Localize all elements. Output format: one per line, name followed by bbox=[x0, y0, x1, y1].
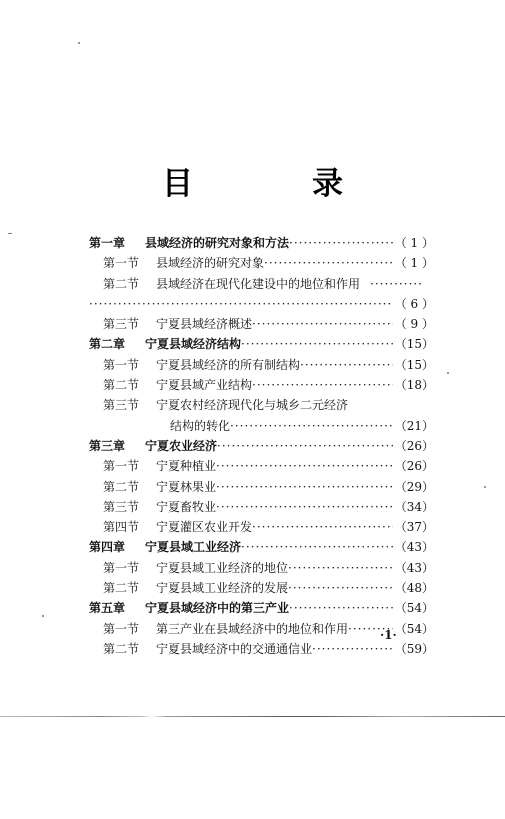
toc-entry-title: 宁夏县域经济概述 bbox=[156, 317, 253, 332]
scan-edge-line bbox=[0, 716, 505, 717]
toc-chapter-entry bbox=[89, 436, 434, 456]
toc-entry-title-continued: 结构的转化 bbox=[170, 418, 231, 433]
toc-section-entry bbox=[89, 477, 434, 497]
toc-entry-number: 第二节 bbox=[103, 479, 140, 494]
toc-section-entry bbox=[89, 355, 434, 375]
toc-entry-title: 宁夏灌区农业开发 bbox=[156, 520, 253, 535]
toc-page-number: （15） bbox=[394, 337, 434, 352]
toc-page-number: （59） bbox=[394, 641, 434, 656]
toc-page-number: （54） bbox=[394, 621, 434, 636]
toc-page-number: （21） bbox=[394, 418, 434, 433]
toc-entry-title: 县域经济的研究对象和方法 bbox=[145, 236, 290, 250]
toc-page-number: （ 1 ） bbox=[394, 236, 434, 250]
toc-leader-dots bbox=[289, 233, 393, 253]
toc-section-entry bbox=[89, 253, 434, 273]
toc-entry-title: 县域经济在现代化建设中的地位和作用 bbox=[156, 276, 361, 291]
footer-page-number: ·1· bbox=[380, 628, 397, 642]
toc-leader-dots bbox=[241, 537, 393, 557]
table-of-contents bbox=[89, 233, 434, 659]
toc-entry-number: 第一节 bbox=[103, 357, 140, 372]
toc-entry-title: 宁夏县域产业结构 bbox=[156, 378, 253, 393]
toc-entry-number: 第二节 bbox=[103, 641, 140, 656]
toc-page-number: （43） bbox=[394, 560, 434, 575]
toc-entry-number: 第二章 bbox=[89, 337, 126, 352]
toc-leader-dots bbox=[216, 497, 393, 517]
toc-section-entry bbox=[89, 517, 434, 537]
toc-entry-title: 宁夏县域工业经济 bbox=[145, 540, 242, 555]
toc-leader-dots bbox=[230, 416, 393, 436]
toc-entry-number: 第二节 bbox=[103, 378, 140, 393]
toc-leader-dots bbox=[264, 253, 393, 273]
toc-entry-title: 宁夏县域工业经济的地位 bbox=[156, 560, 289, 575]
toc-page-number: （26） bbox=[394, 459, 434, 474]
toc-leader-dots bbox=[370, 274, 424, 294]
toc-entry-number: 第四节 bbox=[103, 520, 140, 535]
toc-leader-dots bbox=[288, 578, 393, 598]
toc-leader-dots bbox=[89, 294, 393, 314]
toc-page-number: （54） bbox=[394, 601, 434, 616]
toc-leader-dots bbox=[217, 436, 393, 456]
toc-page-number: （37） bbox=[394, 520, 434, 535]
toc-leader-dots bbox=[300, 355, 393, 375]
toc-entry-number: 第四章 bbox=[89, 540, 126, 555]
toc-entry-number: 第三节 bbox=[103, 398, 140, 413]
toc-entry-title: 宁夏农村经济现代化与城乡二元经济 bbox=[156, 398, 349, 413]
toc-leader-dots bbox=[252, 314, 393, 334]
toc-page-number: （48） bbox=[394, 581, 434, 596]
toc-section-entry bbox=[89, 375, 434, 395]
toc-leader-dots bbox=[252, 517, 393, 537]
toc-page-number: （ 9 ） bbox=[394, 317, 434, 332]
toc-section-entry bbox=[89, 558, 434, 578]
toc-entry-number: 第二节 bbox=[103, 276, 140, 291]
scan-speck bbox=[447, 372, 449, 374]
toc-entry-number: 第一节 bbox=[103, 621, 140, 636]
toc-section-entry bbox=[89, 497, 434, 517]
toc-page-number: （18） bbox=[394, 378, 434, 393]
toc-entry-title: 宁夏县域经济中的交通通信业 bbox=[156, 641, 313, 656]
toc-entry-title: 宁夏农业经济 bbox=[145, 438, 218, 453]
toc-section-entry bbox=[89, 456, 434, 476]
toc-entry-number: 第一节 bbox=[103, 560, 140, 575]
toc-section-entry bbox=[89, 395, 434, 436]
toc-page-number: （29） bbox=[394, 479, 434, 494]
scan-speck bbox=[42, 615, 44, 617]
toc-leader-dots bbox=[289, 598, 393, 618]
toc-page-number: （43） bbox=[394, 540, 434, 555]
toc-entry-title: 宁夏县域经济中的第三产业 bbox=[145, 601, 290, 616]
toc-chapter-entry bbox=[89, 537, 434, 557]
page-title: 目 录 bbox=[162, 166, 387, 202]
scan-speck bbox=[78, 42, 80, 44]
toc-leader-dots bbox=[216, 477, 393, 497]
toc-entry-title: 宁夏种植业 bbox=[156, 459, 217, 474]
toc-entry-number: 第一节 bbox=[103, 256, 140, 271]
toc-leader-dots bbox=[241, 334, 393, 354]
toc-page-number: （15） bbox=[394, 357, 434, 372]
toc-entry-title: 宁夏林果业 bbox=[156, 479, 217, 494]
scan-speck bbox=[484, 486, 486, 488]
toc-page-number: （ 1 ） bbox=[394, 256, 434, 271]
toc-entry-number: 第五章 bbox=[89, 601, 126, 616]
toc-leader-dots bbox=[288, 558, 393, 578]
toc-chapter-entry bbox=[89, 598, 434, 618]
toc-entry-number: 第三节 bbox=[103, 317, 140, 332]
toc-leader-dots bbox=[216, 456, 393, 476]
toc-entry-title: 宁夏县域工业经济的发展 bbox=[156, 581, 289, 596]
toc-section-entry bbox=[89, 274, 434, 315]
toc-entry-number: 第二节 bbox=[103, 581, 140, 596]
toc-section-entry bbox=[89, 314, 434, 334]
toc-entry-title: 县域经济的研究对象 bbox=[156, 256, 265, 271]
toc-page-number: （34） bbox=[394, 499, 434, 514]
toc-section-entry bbox=[89, 578, 434, 598]
toc-chapter-entry bbox=[89, 334, 434, 354]
toc-entry-title: 宁夏县域经济的所有制结构 bbox=[156, 357, 301, 372]
toc-entry-title: 宁夏畜牧业 bbox=[156, 499, 217, 514]
scan-speck bbox=[8, 233, 12, 234]
toc-entry-number: 第一章 bbox=[89, 236, 126, 250]
toc-entry-title: 宁夏县域经济结构 bbox=[145, 337, 242, 352]
toc-leader-dots bbox=[252, 375, 393, 395]
toc-page-number: （ 6 ） bbox=[394, 296, 434, 311]
toc-entry-title: 第三产业在县域经济中的地位和作用 bbox=[156, 621, 349, 636]
toc-entry-number: 第一节 bbox=[103, 459, 140, 474]
toc-chapter-entry bbox=[89, 233, 434, 253]
toc-entry-number: 第三节 bbox=[103, 499, 140, 514]
toc-entry-number: 第三章 bbox=[89, 438, 126, 453]
toc-page-number: （26） bbox=[394, 438, 434, 453]
